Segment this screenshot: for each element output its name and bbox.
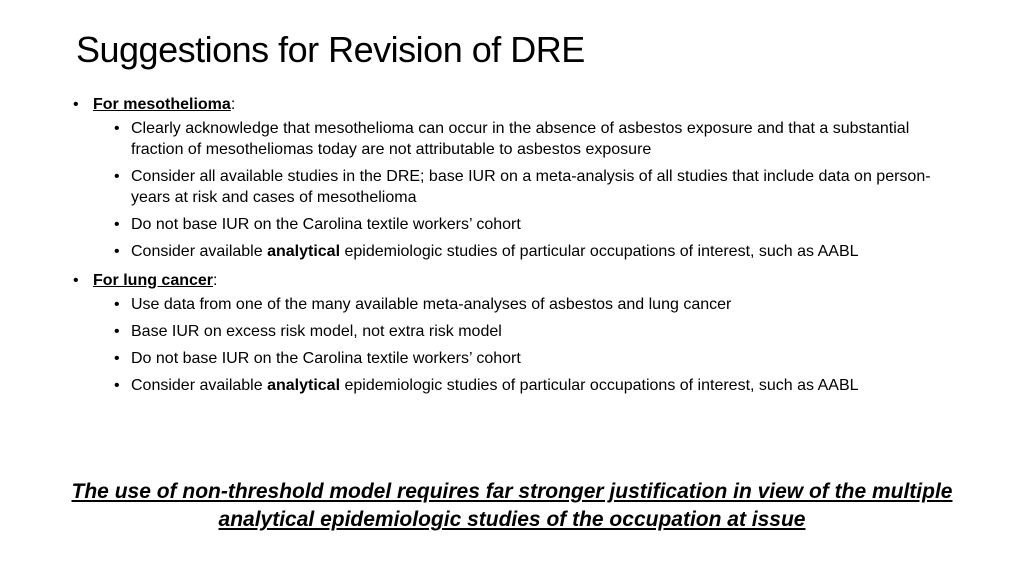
section-heading: For mesothelioma (93, 96, 231, 113)
bullet-icon: • (114, 377, 120, 394)
list-item-text: Base IUR on excess risk model, not extra risk model (131, 323, 502, 340)
list-item-text: Consider all available studies in the DRE; base IUR on a meta-analysis of all studies that include data on person-years at risk and cases of mesothelioma (131, 168, 931, 206)
list-item-emphasis: analytical (267, 243, 341, 260)
section-heading-colon: : (213, 272, 218, 289)
list-item-text-before: Consider available (131, 377, 268, 394)
list-item-text: Clearly acknowledge that mesothelioma can occur in the absence of asbestos exposure and that a substantial fraction of mesotheliomas today are not attributable to asbestos exposure (131, 120, 910, 158)
bullet-icon: • (114, 296, 120, 313)
list-item-text: Do not base IUR on the Carolina textile workers’ cohort (131, 350, 521, 367)
section-heading: For lung cancer (93, 272, 214, 289)
list-item (93, 214, 952, 235)
list-item (93, 241, 952, 262)
list-item (93, 166, 952, 208)
section-mesothelioma (72, 94, 952, 262)
list-item (93, 321, 952, 342)
slide-content (72, 94, 952, 396)
list-item-text-after: epidemiologic studies of particular occupations of interest, such as AABL (340, 377, 859, 394)
section-lung-cancer (72, 270, 952, 396)
conclusion-statement: The use of non-threshold model requires far stronger justification in view of the multiple analytical epidemiologic studies of the occupation at issue (71, 480, 953, 531)
list-item-text: Do not base IUR on the Carolina textile workers’ cohort (131, 216, 521, 233)
list-item-text-after: epidemiologic studies of particular occupations of interest, such as AABL (340, 243, 859, 260)
slide-title: Suggestions for Revision of DRE (76, 29, 585, 70)
bullet-icon: • (114, 168, 120, 185)
list-item (93, 348, 952, 369)
bullet-icon: • (114, 323, 120, 340)
list-item (93, 375, 952, 396)
list-item (93, 294, 952, 315)
list-item-text-before: Consider available (131, 243, 268, 260)
bullet-icon: • (114, 216, 120, 233)
section-heading-colon: : (230, 96, 236, 113)
bullet-icon: • (114, 243, 120, 260)
bullet-icon: • (73, 272, 79, 289)
bullet-icon: • (114, 350, 120, 367)
list-item (93, 118, 952, 160)
list-item-text: Use data from one of the many available meta-analyses of asbestos and lung cancer (131, 296, 732, 313)
bullet-icon: • (114, 120, 120, 137)
bullet-icon: • (73, 96, 79, 113)
list-item-emphasis: analytical (267, 377, 341, 394)
